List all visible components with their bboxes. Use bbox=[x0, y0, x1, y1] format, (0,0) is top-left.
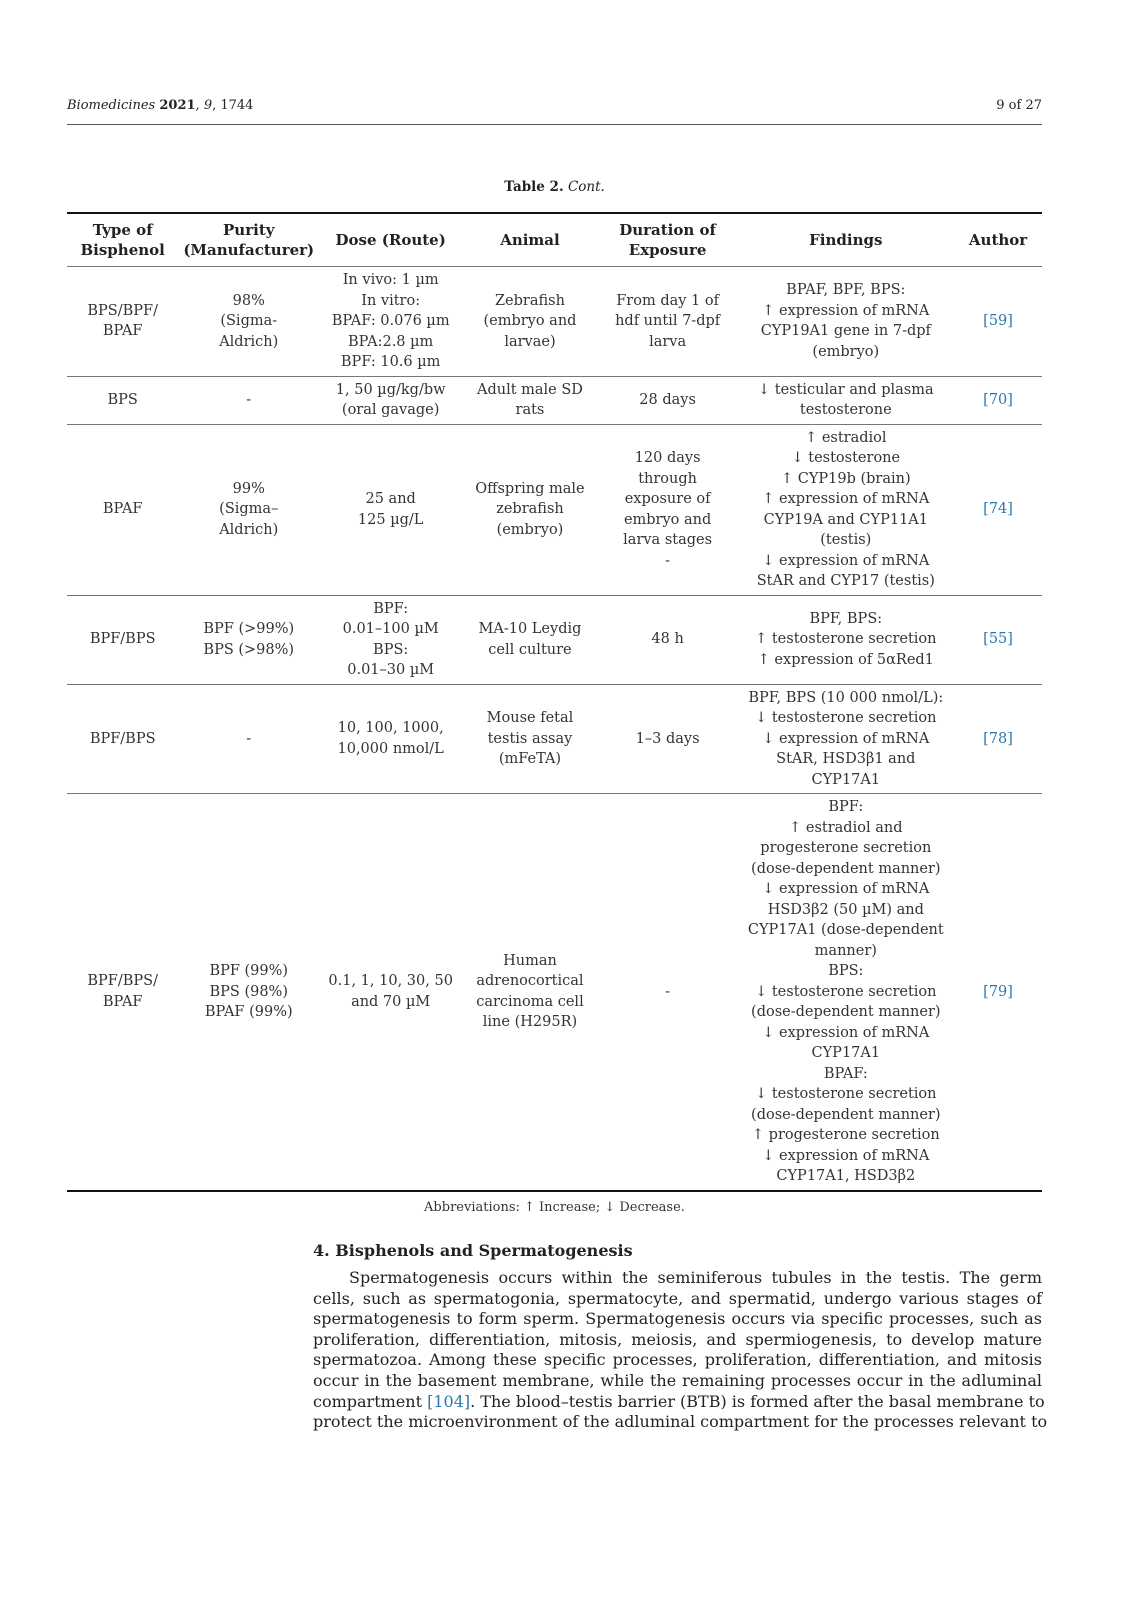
cell-line: BPS (98%) bbox=[209, 983, 288, 1000]
cell-line: and 70 µM bbox=[351, 993, 431, 1010]
article-number: 1744 bbox=[220, 98, 254, 113]
cell-line: BPF, BPS: bbox=[809, 610, 883, 627]
citation-link[interactable]: [78] bbox=[983, 730, 1013, 747]
table-caption-suffix: Cont. bbox=[567, 179, 605, 195]
cell-findings bbox=[738, 684, 955, 794]
cell-line: CYP17A1, HSD3β2 bbox=[776, 1168, 916, 1184]
cell-line: CYP17A1 bbox=[811, 1045, 881, 1061]
cell-line: (dose-dependent manner) bbox=[751, 1004, 941, 1020]
paragraph-line: spermatozoa. Among these specific processes, proliferation, differentiation, and mitosis bbox=[313, 1350, 1042, 1370]
cell-line: BPAF: bbox=[823, 1065, 868, 1082]
cell-line: 28 days bbox=[639, 391, 696, 408]
cell-line: (embryo) bbox=[812, 343, 880, 360]
cell-findings bbox=[738, 595, 955, 684]
cell-line: exposure of bbox=[624, 491, 711, 507]
cell-line: - bbox=[246, 730, 252, 747]
cell-purity bbox=[178, 595, 319, 684]
cell-line: progesterone secretion bbox=[760, 840, 932, 856]
cell-line: ↓ testicular and plasma bbox=[757, 381, 934, 398]
cell-line: ↓ testosterone bbox=[791, 450, 901, 466]
page-indicator: 9 of 27 bbox=[996, 98, 1042, 113]
cell-author bbox=[954, 424, 1042, 595]
cell-line: 48 h bbox=[651, 631, 684, 648]
table-row bbox=[67, 595, 1042, 684]
cell-duration-of-exposure bbox=[598, 424, 738, 595]
cell-findings bbox=[738, 376, 955, 424]
cell-line: StAR, HSD3β1 and bbox=[776, 751, 916, 767]
cell-duration-of-exposure bbox=[598, 267, 738, 377]
cell-duration-of-exposure bbox=[598, 376, 738, 424]
cell-line: BPS: bbox=[828, 963, 864, 979]
column-header-text: Exposure bbox=[628, 241, 707, 259]
section-body-paragraph bbox=[313, 1268, 1048, 1433]
cell-line: BPAF bbox=[102, 323, 143, 340]
column-header-text: Bisphenol bbox=[80, 241, 165, 259]
cell-line: larva stages bbox=[623, 532, 713, 548]
cell-line: 0.01–100 µM bbox=[342, 621, 439, 637]
cell-dose-route bbox=[319, 376, 462, 424]
cell-line: CYP19A and CYP11A1 bbox=[763, 511, 928, 528]
cell-line: BPA:2.8 µm bbox=[348, 333, 434, 350]
bisphenol-study-table bbox=[67, 212, 1042, 1192]
cell-line: HSD3β2 (50 µM) and bbox=[767, 901, 924, 918]
cell-line: BPF, BPS (10 000 nmol/L): bbox=[748, 689, 944, 706]
table-header-row bbox=[67, 213, 1042, 267]
citation-link[interactable]: [79] bbox=[983, 983, 1013, 1000]
cell-animal bbox=[462, 595, 598, 684]
cell-line: adrenocortical bbox=[476, 973, 584, 990]
cell-line: (testis) bbox=[820, 532, 872, 548]
cell-line: - bbox=[665, 552, 671, 569]
cell-dose-route bbox=[319, 684, 462, 794]
cell-line: ↓ expression of mRNA bbox=[762, 730, 930, 747]
paragraph-line bbox=[313, 1391, 1045, 1413]
cell-line: - bbox=[665, 983, 671, 1000]
cell-author bbox=[954, 684, 1042, 794]
cell-line: In vivo: 1 µm bbox=[342, 272, 439, 288]
paragraph-line: spermatogenesis to form sperm. Spermatogenesis occurs via specific processes, such as bbox=[313, 1309, 1042, 1329]
cell-line: Aldrich) bbox=[219, 333, 279, 350]
paragraph-text: . The blood–testis barrier (BTB) is formed after the basal membrane to bbox=[470, 1391, 1045, 1411]
cell-line: ↑ estradiol and bbox=[789, 819, 903, 836]
cell-animal bbox=[462, 684, 598, 794]
cell-line: MA-10 Leydig bbox=[478, 621, 582, 637]
cell-dose-route bbox=[319, 267, 462, 377]
cell-line: In vitro: bbox=[361, 292, 421, 309]
cell-line: (Sigma– bbox=[219, 501, 279, 518]
cell-findings bbox=[738, 794, 955, 1191]
cell-purity bbox=[178, 794, 319, 1191]
cell-line: BPF/BPS bbox=[89, 631, 156, 648]
table-caption bbox=[67, 179, 1042, 195]
cell-type-of-bisphenol bbox=[67, 376, 178, 424]
cell-line: 10, 100, 1000, bbox=[337, 720, 444, 737]
cell-line: ↓ testosterone secretion bbox=[755, 983, 937, 1000]
cell-dose-route bbox=[319, 595, 462, 684]
cell-findings bbox=[738, 267, 955, 377]
paragraph-line: protect the microenvironment of the adluminal compartment for the processes relevant to bbox=[313, 1412, 1048, 1432]
table-row bbox=[67, 684, 1042, 794]
cell-line: Offspring male bbox=[475, 480, 585, 497]
cell-line: cell culture bbox=[488, 641, 572, 658]
cell-line: BPAF: 0.076 µm bbox=[331, 313, 450, 329]
cell-line: BPF/BPS bbox=[89, 730, 156, 747]
table-row bbox=[67, 267, 1042, 377]
cell-line: ↑ expression of mRNA bbox=[762, 302, 930, 319]
cell-line: (embryo) bbox=[496, 521, 564, 538]
cell-line: ↑ testosterone secretion bbox=[755, 631, 937, 648]
cell-line: ↑ expression of mRNA bbox=[762, 491, 930, 507]
cell-line: 98% bbox=[232, 292, 265, 309]
cell-line: embryo and bbox=[623, 511, 712, 528]
cell-line: 0.1, 1, 10, 30, 50 bbox=[328, 973, 453, 990]
paragraph-line: cells, such as spermatogonia, spermatocyte, and spermatid, undergo various stages of bbox=[313, 1288, 1042, 1308]
cell-line: CYP19A1 gene in 7-dpf bbox=[760, 323, 931, 340]
citation-link[interactable]: [55] bbox=[983, 631, 1013, 648]
cell-line: ↑ estradiol bbox=[805, 429, 887, 446]
cell-animal bbox=[462, 267, 598, 377]
cell-line: StAR and CYP17 (testis) bbox=[756, 573, 935, 589]
cell-line: testosterone bbox=[799, 402, 892, 418]
cell-duration-of-exposure bbox=[598, 794, 738, 1191]
column-header-text: Animal bbox=[500, 231, 560, 249]
cell-purity bbox=[178, 267, 319, 377]
column-header-author bbox=[954, 213, 1042, 267]
cell-line: larva bbox=[649, 333, 687, 350]
column-header-animal bbox=[462, 213, 598, 267]
cell-line: (embryo and bbox=[483, 313, 577, 329]
cell-line: Human bbox=[503, 952, 557, 969]
cell-line: BPAF bbox=[102, 993, 143, 1010]
journal-volume: 9 bbox=[203, 98, 213, 113]
cell-line: CYP17A1 (dose-dependent bbox=[747, 922, 944, 938]
column-header-text: Duration of bbox=[619, 221, 716, 239]
cell-line: 99% bbox=[232, 480, 265, 497]
cell-line: BPS bbox=[107, 391, 138, 408]
cell-type-of-bisphenol bbox=[67, 595, 178, 684]
citation-link-104[interactable]: [104] bbox=[427, 1391, 471, 1411]
cell-line: BPAF bbox=[102, 501, 143, 518]
cell-duration-of-exposure bbox=[598, 595, 738, 684]
table-footnote: Abbreviations: ↑ Increase; ↓ Decrease. bbox=[424, 1200, 685, 1215]
cell-line: ↓ expression of mRNA bbox=[762, 1147, 930, 1164]
cell-line: testis assay bbox=[487, 730, 573, 747]
cell-purity bbox=[178, 684, 319, 794]
cell-line: carcinoma cell bbox=[476, 993, 584, 1010]
paragraph-text: compartment bbox=[313, 1391, 428, 1411]
cell-line: BPS (>98%) bbox=[203, 641, 295, 658]
cell-line: ↓ expression of mRNA bbox=[762, 552, 930, 569]
cell-animal bbox=[462, 794, 598, 1191]
cell-duration-of-exposure bbox=[598, 684, 738, 794]
cell-line: BPF/BPS/ bbox=[87, 973, 158, 990]
cell-line: Mouse fetal bbox=[486, 710, 574, 726]
cell-line: ↑ CYP19b (brain) bbox=[780, 470, 911, 487]
cell-line: BPS/BPF/ bbox=[87, 302, 158, 319]
cell-dose-route bbox=[319, 794, 462, 1191]
citation-link[interactable]: [59] bbox=[983, 313, 1013, 329]
cell-line: Zebrafish bbox=[494, 292, 565, 309]
table-row bbox=[67, 794, 1042, 1191]
column-header-text: Purity bbox=[223, 221, 275, 239]
cell-author bbox=[954, 595, 1042, 684]
cell-line: ↑ expression of 5αRed1 bbox=[757, 651, 934, 668]
column-header-findings bbox=[738, 213, 955, 267]
paragraph-line: proliferation, differentiation, mitosis, meiosis, and spermiogenesis, to develop mature bbox=[313, 1329, 1042, 1349]
cell-findings bbox=[738, 424, 955, 595]
cell-line: ↓ testosterone secretion bbox=[755, 1086, 937, 1102]
cell-line: 1, 50 µg/kg/bw bbox=[335, 381, 446, 398]
paragraph-line: occur in the basement membrane, while the remaining processes occur in the adluminal bbox=[313, 1370, 1042, 1390]
cell-line: BPF (>99%) bbox=[203, 621, 295, 637]
cell-line: ↑ progesterone secretion bbox=[751, 1127, 940, 1143]
cell-line: ↓ testosterone secretion bbox=[755, 710, 937, 726]
cell-line: ↓ expression of mRNA bbox=[762, 881, 930, 897]
cell-animal bbox=[462, 376, 598, 424]
section-heading: 4. Bisphenols and Spermatogenesis bbox=[313, 1241, 633, 1260]
paragraph-line: Spermatogenesis occurs within the seminiferous tubules in the testis. The germ bbox=[349, 1268, 1042, 1287]
cell-line: line (H295R) bbox=[482, 1014, 578, 1031]
citation-link[interactable]: [74] bbox=[983, 501, 1013, 518]
cell-line: BPAF, BPF, BPS: bbox=[786, 282, 906, 299]
cell-line: BPAF (99%) bbox=[204, 1004, 293, 1020]
table-row bbox=[67, 424, 1042, 595]
cell-line: (Sigma- bbox=[220, 313, 278, 329]
cell-line: larvae) bbox=[504, 333, 556, 350]
table-label: Table 2. bbox=[504, 179, 564, 195]
cell-line: 10,000 nmol/L bbox=[337, 740, 444, 757]
cell-dose-route bbox=[319, 424, 462, 595]
cell-type-of-bisphenol bbox=[67, 794, 178, 1191]
cell-line: 120 days bbox=[634, 450, 701, 466]
cell-line: BPF (99%) bbox=[209, 963, 289, 979]
cell-line: - bbox=[246, 391, 252, 408]
column-header-duration-of-exposure bbox=[598, 213, 738, 267]
cell-line: BPS: bbox=[373, 641, 409, 658]
cell-line: ↓ expression of mRNA bbox=[762, 1024, 930, 1041]
cell-type-of-bisphenol bbox=[67, 684, 178, 794]
column-header-text: Author bbox=[968, 231, 1028, 249]
cell-line: (mFeTA) bbox=[498, 751, 562, 767]
cell-author bbox=[954, 267, 1042, 377]
column-header-text: (Manufacturer) bbox=[183, 241, 315, 259]
cell-line: Aldrich) bbox=[219, 521, 279, 538]
cell-line: 0.01–30 µM bbox=[347, 662, 435, 678]
cell-animal bbox=[462, 424, 598, 595]
cell-line: manner) bbox=[814, 942, 877, 959]
cell-line: 1–3 days bbox=[635, 730, 700, 747]
cell-line: rats bbox=[515, 402, 545, 418]
header-divider bbox=[67, 124, 1042, 125]
column-header-text: Dose (Route) bbox=[335, 231, 446, 249]
cell-line: From day 1 of bbox=[616, 292, 719, 309]
running-header bbox=[67, 98, 1042, 118]
cell-purity bbox=[178, 376, 319, 424]
journal-year: 2021 bbox=[159, 98, 196, 113]
cell-line: BPF: bbox=[828, 799, 864, 815]
column-header-dose-route bbox=[319, 213, 462, 267]
table-row bbox=[67, 376, 1042, 424]
citation-link[interactable]: [70] bbox=[983, 391, 1013, 408]
cell-line: 125 µg/L bbox=[357, 511, 424, 528]
column-header-purity bbox=[178, 213, 319, 267]
cell-line: (dose-dependent manner) bbox=[751, 1106, 941, 1123]
cell-type-of-bisphenol bbox=[67, 267, 178, 377]
column-header-type-of-bisphenol bbox=[67, 213, 178, 267]
cell-line: (oral gavage) bbox=[341, 402, 440, 418]
cell-purity bbox=[178, 424, 319, 595]
cell-line: (dose-dependent manner) bbox=[751, 860, 941, 877]
cell-line: BPF: 10.6 µm bbox=[340, 354, 441, 370]
cell-line: Adult male SD bbox=[476, 381, 583, 398]
cell-line: through bbox=[638, 470, 697, 487]
journal-citation: Biomedicines 2021, 9, 1744 bbox=[67, 98, 254, 113]
column-header-text: Type of bbox=[92, 221, 153, 239]
cell-type-of-bisphenol bbox=[67, 424, 178, 595]
cell-line: zebrafish bbox=[496, 501, 564, 518]
cell-line: hdf until 7-dpf bbox=[615, 313, 721, 329]
cell-line: CYP17A1 bbox=[811, 771, 881, 788]
cell-line: 25 and bbox=[365, 491, 416, 507]
cell-line: BPF: bbox=[373, 600, 409, 617]
journal-name: Biomedicines bbox=[67, 98, 156, 113]
cell-author bbox=[954, 376, 1042, 424]
cell-author bbox=[954, 794, 1042, 1191]
column-header-text: Findings bbox=[809, 231, 883, 249]
